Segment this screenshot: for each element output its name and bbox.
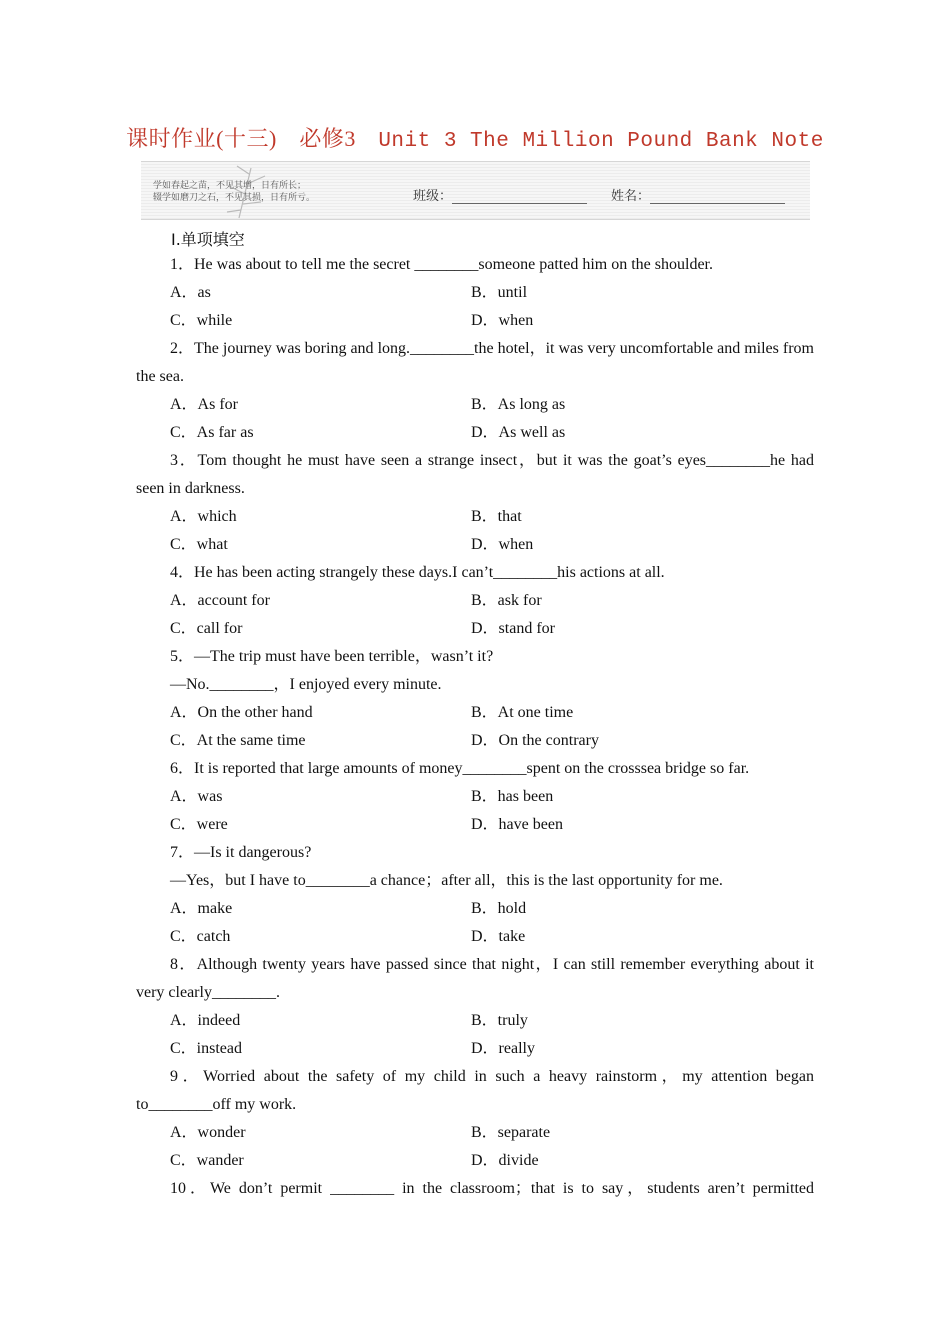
option-a[interactable]: A．which xyxy=(170,508,237,525)
option-c[interactable]: C．catch xyxy=(170,928,231,945)
option-d[interactable]: D．when xyxy=(471,536,534,553)
question-stem: 5．—The trip must have been terrible，wasn’t it? xyxy=(170,648,494,665)
option-c[interactable]: C．while xyxy=(170,312,233,329)
option-a[interactable]: A．On the other hand xyxy=(170,704,313,721)
question-stem: 9．Worried about the safety of my child in such a heavy rainstorm，my attention began to________off my work. xyxy=(136,1068,814,1113)
question-4 xyxy=(136,559,814,643)
class-label: 班级： xyxy=(413,189,453,204)
option-c[interactable]: C．At the same time xyxy=(170,732,306,749)
option-a[interactable]: A．make xyxy=(170,900,233,917)
question-6 xyxy=(136,755,814,839)
question-stem: 7．—Is it dangerous? xyxy=(170,844,312,861)
name-blank[interactable] xyxy=(650,189,785,204)
option-list xyxy=(136,783,814,839)
page-title xyxy=(0,122,950,153)
option-list xyxy=(136,587,814,643)
question-stem: 10．We don’t permit ________ in the classroom；that is to say，students aren’t permitted xyxy=(170,1180,814,1197)
option-d[interactable]: D．take xyxy=(471,928,526,945)
question-10 xyxy=(136,1175,814,1203)
question-1 xyxy=(136,251,814,335)
motto-line-2: 辍学如磨刀之石，不见其损，日有所亏。 xyxy=(153,193,316,203)
option-b[interactable]: B．hold xyxy=(471,900,527,917)
option-a[interactable]: A．was xyxy=(170,788,223,805)
section-heading: Ⅰ.单项填空 xyxy=(171,230,245,249)
option-c[interactable]: C．instead xyxy=(170,1040,242,1057)
question-stem: 3．Tom thought he must have seen a strange insect，but it was the goat’s eyes________he had seen in darkness. xyxy=(136,452,814,497)
option-d[interactable]: D．As well as xyxy=(471,424,566,441)
option-a[interactable]: A．indeed xyxy=(170,1012,241,1029)
question-9 xyxy=(136,1063,814,1175)
option-a[interactable]: A．As for xyxy=(170,396,238,413)
question-stem-reply: —No.________，I enjoyed every minute. xyxy=(170,676,442,693)
question-stem: 6．It is reported that large amounts of money________spent on the crosssea bridge so far. xyxy=(170,760,750,777)
question-2 xyxy=(136,335,814,447)
option-c[interactable]: C．were xyxy=(170,816,228,833)
option-c[interactable]: C．call for xyxy=(170,620,243,637)
option-a[interactable]: A．account for xyxy=(170,592,270,609)
motto xyxy=(153,180,363,204)
question-stem: 4．He has been acting strangely these days.I can’t________his actions at all. xyxy=(170,564,665,581)
name-field[interactable] xyxy=(611,185,785,204)
option-list xyxy=(136,699,814,755)
question-8 xyxy=(136,951,814,1063)
header-banner xyxy=(141,161,810,220)
option-a[interactable]: A．wonder xyxy=(170,1124,246,1141)
option-d[interactable]: D．divide xyxy=(471,1152,539,1169)
option-d[interactable]: D．stand for xyxy=(471,620,555,637)
question-5 xyxy=(136,643,814,755)
title-cn: 课时作业(十三) 必修3 xyxy=(126,126,379,151)
question-stem: 1．He was about to tell me the secret ________someone patted him on the shoulder. xyxy=(170,256,713,273)
option-d[interactable]: D．when xyxy=(471,312,534,329)
option-b[interactable]: B．truly xyxy=(471,1012,528,1029)
option-list xyxy=(136,503,814,559)
question-stem: 2．The journey was boring and long.________the hotel，it was very uncomfortable and miles from the sea. xyxy=(136,340,814,385)
class-blank[interactable] xyxy=(452,189,587,204)
option-c[interactable]: C．wander xyxy=(170,1152,244,1169)
option-d[interactable]: D．really xyxy=(471,1040,535,1057)
option-d[interactable]: D．On the contrary xyxy=(471,732,599,749)
option-b[interactable]: B．separate xyxy=(471,1124,551,1141)
motto-line-1: 学如春起之苗，不见其增，日有所长； xyxy=(153,181,307,191)
option-b[interactable]: B．At one time xyxy=(471,704,574,721)
option-b[interactable]: B．ask for xyxy=(471,592,542,609)
option-b[interactable]: B．that xyxy=(471,508,522,525)
class-field[interactable] xyxy=(413,185,587,204)
option-list xyxy=(136,1007,814,1063)
option-b[interactable]: B．As long as xyxy=(471,396,566,413)
question-3 xyxy=(136,447,814,559)
question-list xyxy=(136,251,814,1203)
name-label: 姓名： xyxy=(611,189,651,204)
title-en: Unit 3 The Million Pound Bank Note xyxy=(378,130,824,153)
option-list xyxy=(136,391,814,447)
option-c[interactable]: C．As far as xyxy=(170,424,254,441)
option-list xyxy=(136,895,814,951)
question-stem: 8．Although twenty years have passed since that night，I can still remember everything about it very clearly________. xyxy=(136,956,814,1001)
option-b[interactable]: B．has been xyxy=(471,788,554,805)
option-c[interactable]: C．what xyxy=(170,536,228,553)
option-list xyxy=(136,279,814,335)
option-b[interactable]: B．until xyxy=(471,284,528,301)
question-stem-reply: —Yes，but I have to________a chance；after all，this is the last opportunity for me. xyxy=(170,872,723,889)
question-7 xyxy=(136,839,814,951)
option-d[interactable]: D．have been xyxy=(471,816,563,833)
option-a[interactable]: A．as xyxy=(170,284,211,301)
option-list xyxy=(136,1119,814,1175)
